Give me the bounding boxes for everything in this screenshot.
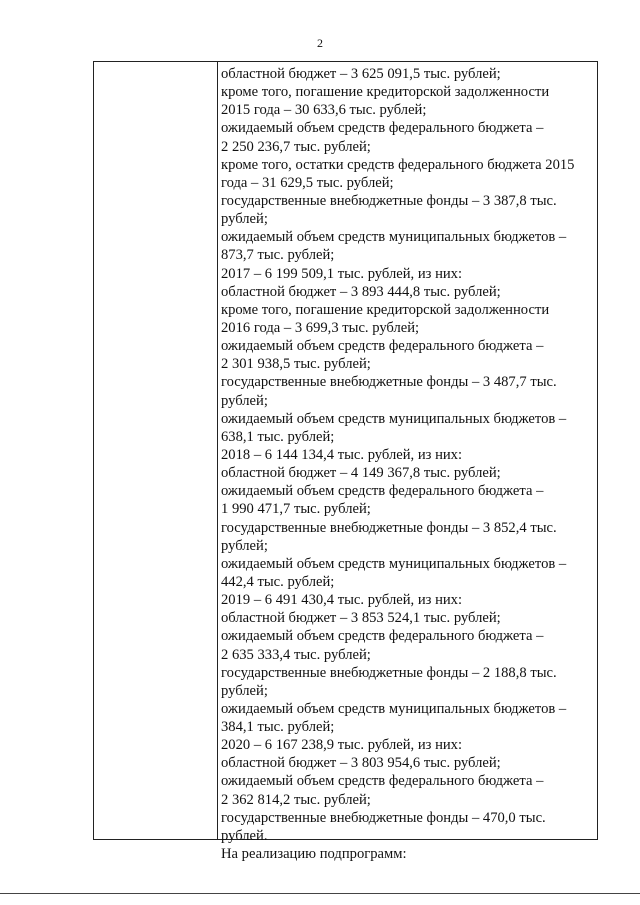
text-line: ожидаемый объем средств муниципальных бюджетов –: [221, 410, 567, 427]
text-line: государственные внебюджетные фонды – 3 487,7 тыс.: [221, 374, 557, 391]
text-line: рублей;: [221, 392, 268, 409]
column-divider: [217, 62, 218, 839]
text-line: 2 301 938,5 тыс. рублей;: [221, 356, 371, 373]
text-line: государственные внебюджетные фонды – 470,0 тыс.: [221, 809, 546, 826]
text-line: областной бюджет – 3 625 091,5 тыс. рублей;: [221, 66, 501, 82]
text-line: областной бюджет – 3 893 444,8 тыс. рублей;: [221, 283, 501, 300]
page-bottom-rule: [0, 893, 640, 894]
text-line: ожидаемый объем средств федерального бюджета –: [221, 483, 544, 500]
text-line: ожидаемый объем средств федерального бюджета –: [221, 338, 544, 355]
text-line: 1 990 471,7 тыс. рублей;: [221, 501, 371, 518]
text-line: ожидаемый объем средств муниципальных бюджетов –: [221, 229, 567, 246]
text-line: 638,1 тыс. рублей;: [221, 428, 335, 445]
text-line: года – 31 629,5 тыс. рублей;: [221, 174, 394, 191]
text-line: На реализацию подпрограмм:: [221, 846, 407, 863]
text-line: кроме того, погашение кредиторской задолженности: [221, 301, 550, 318]
text-line: рублей.: [221, 827, 268, 844]
text-line: рублей;: [221, 682, 268, 699]
text-line: 2016 года – 3 699,3 тыс. рублей;: [221, 319, 420, 336]
text-line: государственные внебюджетные фонды – 2 188,8 тыс.: [221, 664, 557, 681]
text-line: 2019 – 6 491 430,4 тыс. рублей, из них:: [221, 592, 463, 609]
text-line: ожидаемый объем средств федерального бюджета –: [221, 120, 544, 137]
text-line: рублей;: [221, 211, 268, 228]
table-content-cell: [221, 65, 593, 863]
text-line: 2020 – 6 167 238,9 тыс. рублей, из них:: [221, 737, 463, 754]
text-line: ожидаемый объем средств федерального бюджета –: [221, 628, 544, 645]
text-line: 2017 – 6 199 509,1 тыс. рублей, из них:: [221, 265, 463, 282]
text-line: 2 362 814,2 тыс. рублей;: [221, 791, 371, 808]
text-line: 442,4 тыс. рублей;: [221, 573, 335, 590]
text-line: областной бюджет – 4 149 367,8 тыс. рублей;: [221, 465, 501, 482]
page-number: 2: [317, 36, 323, 50]
text-line: 873,7 тыс. рублей;: [221, 247, 335, 264]
text-line: 2 635 333,4 тыс. рублей;: [221, 646, 371, 663]
text-line: государственные внебюджетные фонды – 3 387,8 тыс.: [221, 192, 557, 209]
text-line: рублей;: [221, 537, 268, 554]
text-line: государственные внебюджетные фонды – 3 852,4 тыс.: [221, 519, 557, 536]
funding-table: [93, 61, 598, 863]
text-line: ожидаемый объем средств федерального бюджета –: [221, 773, 544, 790]
text-line: 2018 – 6 144 134,4 тыс. рублей, из них:: [221, 446, 463, 463]
text-line: 384,1 тыс. рублей;: [221, 719, 335, 736]
text-line: 2015 года – 30 633,6 тыс. рублей;: [221, 102, 427, 119]
text-line: кроме того, остатки средств федерального бюджета 2015: [221, 156, 575, 173]
text-line: кроме того, погашение кредиторской задолженности: [221, 84, 550, 101]
table-label-cell: [94, 62, 217, 839]
text-line: ожидаемый объем средств муниципальных бюджетов –: [221, 555, 567, 572]
text-line: ожидаемый объем средств муниципальных бюджетов –: [221, 700, 567, 717]
text-line: областной бюджет – 3 853 524,1 тыс. рублей;: [221, 610, 501, 627]
text-line: областной бюджет – 3 803 954,6 тыс. рублей;: [221, 755, 501, 772]
text-line: 2 250 236,7 тыс. рублей;: [221, 138, 371, 155]
